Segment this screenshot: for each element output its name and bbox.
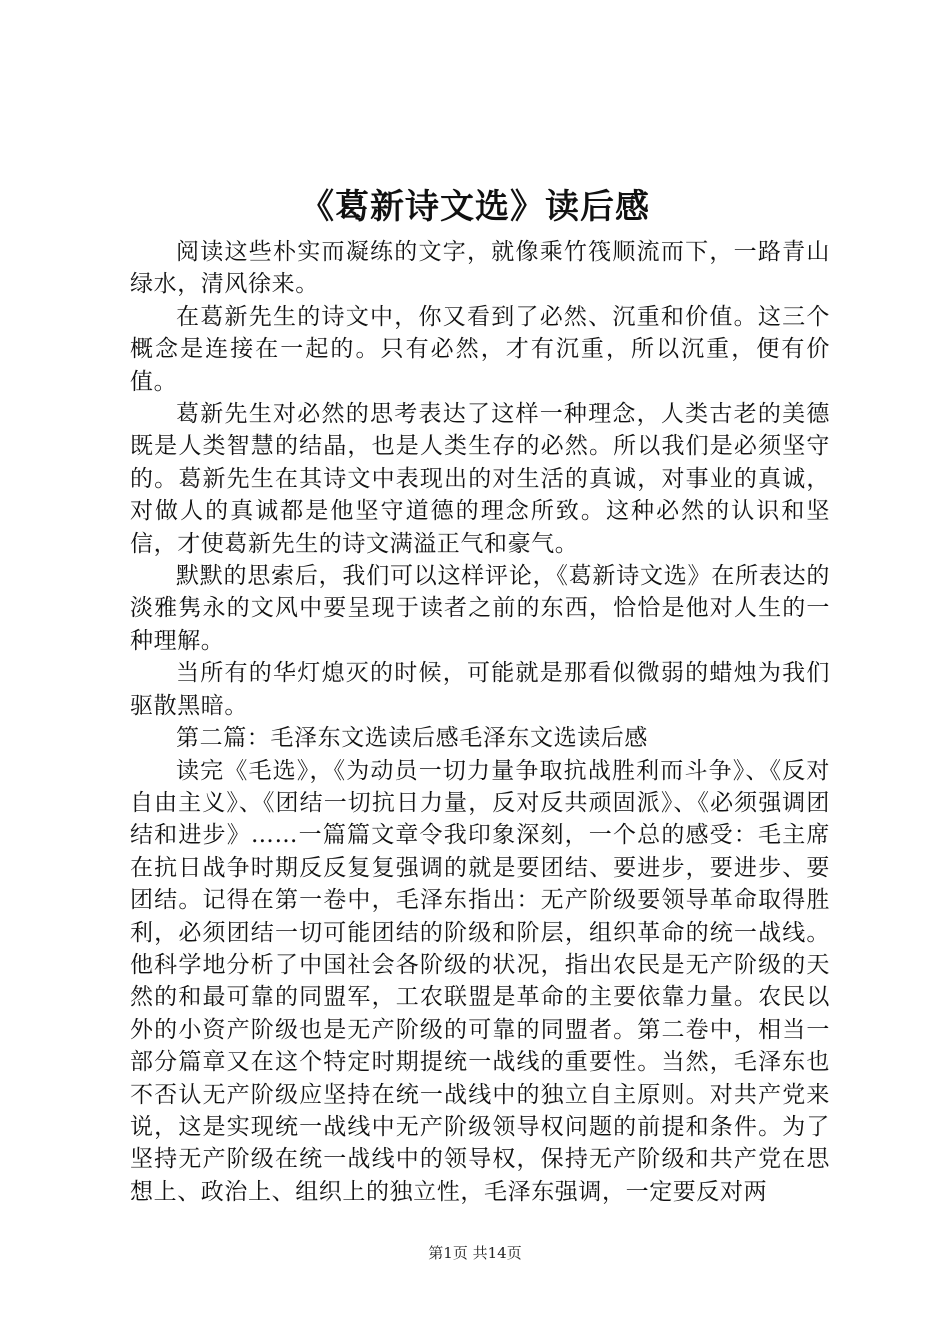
paragraph-1: 阅读这些朴实而凝练的文字，就像乘竹筏顺流而下，一路青山绿水，清风徐来。 xyxy=(130,239,830,298)
paragraph-4: 默默的思索后，我们可以这样评论，《葛新诗文选》在所表达的淡雅隽永的文风中要呈现于读者之前的东西，恰恰是他对人生的一种理解。 xyxy=(130,563,830,654)
paragraph-7: 读完《毛选》，《为动员一切力量争取抗战胜利而斗争》、《反对自由主义》、《团结一切抗日力量，反对反共顽固派》、《必须强调团结和进步》……一篇篇文章令我印象深刻，一个总的感受：毛主席在抗日战争时期反反复复强调的就是要团结、要进步，要进步、要团结。记得在第一卷中，毛泽东指出：无产阶级要领导革命取得胜利，必须团结一切可能团结的阶级和阶层，组织革命的统一战线。他科学地分析了中国社会各阶级的状况，指出农民是无产阶级的天然的和最可靠的同盟军，工农联盟是革命的主要依靠力量。农民以外的小资产阶级也是无产阶级的可靠的同盟者。第二卷中，相当一部分篇章又在这个特定时期提统一战线的重要性。当然，毛泽东也不否认无产阶级应坚持在统一战线中的独立自主原则。对共产党来说，这是实现统一战线中无产阶级领导权问题的前提和条件。为了坚持无产阶级在统一战线中的领导权，保持无产阶级和共产党在思想上、政治上、组织上的独立性，毛泽东强调，一定要反对两 xyxy=(130,757,830,1205)
document-title: 《葛新诗文选》读后感 xyxy=(300,187,650,227)
document-body xyxy=(130,236,830,1208)
paragraph-3: 葛新先生对必然的思考表达了这样一种理念，人类古老的美德既是人类智慧的结晶，也是人类生存的必然。所以我们是必须坚守的。葛新先生在其诗文中表现出的对生活的真诚，对事业的真诚，对做人的真诚都是他坚守道德的理念所致。这种必然的认识和坚信，才使葛新先生的诗文满溢正气和豪气。 xyxy=(130,401,830,557)
paragraph-5: 当所有的华灯熄灭的时候，可能就是那看似微弱的蜡烛为我们驱散黑暗。 xyxy=(130,660,830,719)
section-heading-second: 第二篇：毛泽东文选读后感毛泽东文选读后感 xyxy=(176,725,648,752)
paragraph-2: 在葛新先生的诗文中，你又看到了必然、沉重和价值。这三个概念是连接在一起的。只有必然，才有沉重，所以沉重，便有价值。 xyxy=(130,303,830,395)
page-number-footer: 第1页 共14页 xyxy=(428,1244,522,1262)
